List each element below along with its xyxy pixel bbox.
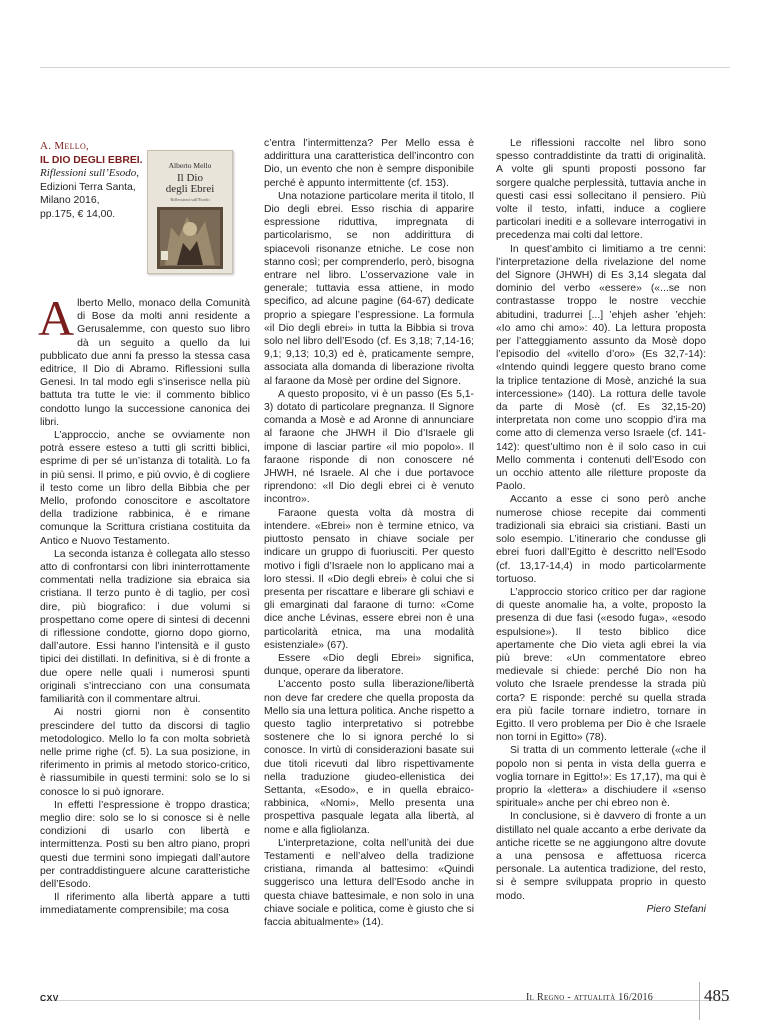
article-paragraph: c’entra l’intermittenza? Per Mello essa è addirittura una caratteristica dell’incontro con Dio, un evento che non è sempre disponibile perché è appunto intermittente (cf. 153). <box>264 138 474 189</box>
article-paragraph: In quest’ambito ci limitiamo a tre cenni: l’interpretazione della rivelazione del nome del Signore (JHWH) di Es 3,14 slegata dal dominio del verbo «essere» («...se non contrastasse troppo le nostre vecchie abitudini, tradurrei [...] ’ehjeh asher ’ehjeh: «Io amo chi amo»: 40). La lettura proposta per l’atteggiamento assunto da Mosè dopo l’episodio del «vitello d’oro» (Es 32,7-14): «Intendo quindi leggere questo brano come la triplice tentazione di Mosè, anziché la sua intercessione» (140). La rottura delle tavole da parte di Mosè (cf. Es 32,15-20) interpretata non come uno scoppio d’ira ma come atto di clemenza verso Israele (cf. 141-142): quest’ultimo non è il solo caso in cui Mello commenta i contenuti dell’Esodo con un occhio attento alle riletture proposte da Paolo. <box>496 243 706 493</box>
article-paragraph: Accanto a esse ci sono però anche numerose chiose recepite dai commenti tradizionali sia ebraici sia cristiani. Basti un solo esempio. L’itinerario che condusse gli ebrei fuori dall’Egitto è descritto nell’Esodo (cf. 13,17-14,4) in modo particolarmente tortuoso. <box>496 494 706 585</box>
article-paragraph: Essere «Dio degli Ebrei» significa, dunque, operare da liberatore. <box>264 652 474 678</box>
article-paragraph: Ai nostri giorni non è consentito prescindere del tutto da discorsi di taglio metodologico. Mello lo fa con molta sobrietà nelle prime righe (cf. 5). La sua posizione, in riferimento in primis al metodo storico-critico, è riassumibile in questi termini: solo se lo si conosce lo si può ignorare. <box>40 707 250 798</box>
article-paragraph: In conclusione, si è davvero di fronte a un distillato nel quale accanto a erbe derivate da antiche ricette se ne aggiungono altre dovute a una pensosa e affettuosa ricerca personale. La autentica tradizione, del resto, si è sempre sviluppata proprio in questo modo. <box>496 811 706 902</box>
article-paragraph: L’interpretazione, colta nell’unità dei due Testamenti e nell’alveo della tradizione cristiana, rimanda al battesimo: «Quindi suggerisco una lettura dell’Esodo anche in questa chiave battesimale, e non solo in una chiave sociale e politica, come è giusto che si faccia abitualmente» (14). <box>264 837 474 928</box>
book-subtitle: Riflessioni sull’Esodo, <box>40 167 139 179</box>
article-column-2 <box>264 137 474 929</box>
cover-author: Alberto Mello <box>168 161 212 170</box>
article-paragraph: Si tratta di un commento letterale («che il popolo non si penta in vista della guerra e voglia tornare in Egitto!»: Es 17,17), ma qui è proprio la «lettera» a dischiudere il «senso spirituale» anche per chi ebreo non è. <box>496 745 706 810</box>
cover-title-line1: Il Dio <box>177 172 203 184</box>
footer-section-code: CXV <box>40 993 59 1003</box>
article-paragraph: A questo proposito, vi è un passo (Es 5,1-3) dotato di particolare pregnanza. Il Signore comanda a Mosè e ad Aronne di annunciare al faraone che JHWH il Dio d’Israele gli impone di lasciar partire «il mio popolo». Il faraone risponde di non conoscere né JHWH, né Israele. Al che i due portavoce riprendono: «Il Dio degli ebrei ci è venuto incontro». <box>264 388 474 506</box>
article-paragraph: Una notazione particolare merita il titolo, Il Dio degli ebrei. Esso rischia di apparire espressione riduttiva, impregnata di particolarismo, se non addirittura di spiacevoli risonanze etniche. Le cose non stanno così; per comprenderlo, però, bisogna entrare nel libro. L’osservazione vale in generale; tuttavia essa attiene, in modo specifico, ad alcune pagine (64-67) dedicate proprio a spiegare l’espressione. La formula «il Dio degli ebrei» in tutta la Bibbia si trova solo nel libro dell’Esodo (cf. Es 3,18; 7,14-16; 9,1; 9,13; 10,3) ed è, praticamente sempre, associata alla domanda di liberazione rivolta al faraone da Mosè per ordine del Signore. <box>264 190 474 387</box>
book-reference <box>40 140 145 221</box>
cover-artwork <box>157 207 223 269</box>
article-paragraph: In effetti l’espressione è troppo drastica; meglio dire: solo se lo si conosce si è nelle condizioni di usarlo con libertà e intermittenza. Posti su ben altro piano, propri questi due termini sono impiegati dall’autore per contraddistinguere alcune caratteristiche dell’Esodo. <box>40 799 250 890</box>
top-rule <box>40 67 730 68</box>
book-cover <box>147 150 233 274</box>
cover-title <box>148 173 232 195</box>
book-author: A. Mello, <box>40 140 90 152</box>
article-paragraph: Le riflessioni raccolte nel libro sono spesso contraddistinte da tratti di originalità. A volte gli spunti proposti possono far sorgere qualche perplessità, tuttavia anche in questi casi essi sollecitano il pensiero. Più volte il testo, infatti, induce a cogliere particolari inediti e a sollevare interrogativi in precedenza mai colti dal lettore. <box>496 138 706 242</box>
book-title: IL DIO DEGLI EBREI. <box>40 154 143 166</box>
drop-cap: A <box>38 290 75 346</box>
book-publisher: Edizioni Terra Santa, <box>40 181 136 193</box>
cover-title-line2: degli Ebrei <box>165 183 215 195</box>
article-paragraph: L’accento posto sulla liberazione/libertà non deve far credere che quella proposta da Mello sia una lettura politica. Anche rispetto a questo taglio interpretativo si potrebbe sostenere che lo si ignora perché lo si conosce. In virtù di considerazioni basate sui due titoli ricevuti dal libro rispettivamente nella traduzione giudeo-ellenistica dei Settanta, «Esodo», e in quella ebraico-rabbinica, «Nomi», Mello presenta una prospettiva pasquale legata alla libertà, al nome e alla figliolanza. <box>264 679 474 836</box>
author-signature: Piero Stefani <box>646 903 706 915</box>
article-paragraph: L’approccio storico critico per dar ragione di queste anomalie ha, a volte, proposto la presenza di due fasi («esodo fuga», «esodo espulsione»). Il testo biblico dice apertamente che Dio vieta agli ebrei la via più breve: «Un commentatore ebreo medievale si chiede: perché Dio non ha voluto che Israele prendesse la strada più corta? E risponde: perché su quella strada era più facile tornare indietro, tornare in Egitto. Il vero problema per Dio è che Israele non torni in Egitto» (78). <box>496 586 706 744</box>
article-paragraph: Faraone questa volta dà mostra di intendere. «Ebrei» non è termine etnico, va piuttosto pensato in chiave sociale per indicare un gruppo di fuoriusciti. Per questo motivo i figli d’Israele non lo applicano mai a loro stessi. Il «Dio degli ebrei» è colui che si presenta per riscattare e liberare gli schiavi e gli emarginati dal faraone di turno: «Come dice anche Lévinas, essere ebrei non è una particolarità etnica, ma una modalità esistenziale» (67). <box>264 507 474 651</box>
footer-magazine-issue: Il Regno - attualità 16/2016 <box>526 992 654 1003</box>
article-paragraph: La seconda istanza è collegata allo stesso atto di confrontarsi con libri ininterrottamente commentati nella tradizione sia ebraica sia cristiana. Il terzo punto è di taglio, per così dire, più biografico: i due volumi si prospettano come opere di sintesi di decenni di riflessione condotte, giorno dopo giorno, dall’autore. Essi hanno l’intensità e il gusto tipici dei distillati. In definitiva, si è di fronte a due opere nelle quali i numerosi spunti originali s’intrecciano con una consumata familiarità con il commentare altrui. <box>40 548 250 706</box>
article-paragraph: Alberto Mello, monaco della Comunità di Bose da molti anni residente a Gerusalemme, con questo suo libro dà un seguito a quello da lui pubblicato due anni fa presso la stessa casa editrice, Il Dio di Abramo. Riflessioni sulla Genesi. In tal modo egli s’inserisce nella più battuta tra tutte le vie: il commento biblico condotto lungo la successione canonica dei libri. <box>38 290 250 428</box>
cover-subtitle: Riflessioni sull'Esodo <box>170 197 210 202</box>
page-number: 485 <box>704 986 730 1005</box>
book-place-year: Milano 2016, <box>40 195 100 206</box>
footer-divider <box>699 982 700 1020</box>
article-paragraph: L’approccio, anche se ovviamente non potrà essere esteso a tutti gli scritti biblici, esprime di per sé un’istanza di totalità. Lo fa in più sensi. Il primo, e più ovvio, è di cogliere il testo come un libro della Bibbia che per Mello, profondo conoscitore e ascoltatore della tradizione rabbinica, è e rimane comunque la Scrittura cristiana costituita da Antico e Nuovo Testamento. <box>40 430 250 547</box>
article-column-3 <box>496 137 706 916</box>
book-pages-price: pp.175, € 14,00. <box>40 208 116 220</box>
article-paragraph: Il riferimento alla libertà appare a tutti immediatamente comprensibile; ma cosa <box>40 892 250 917</box>
article-column-1 <box>38 290 250 918</box>
